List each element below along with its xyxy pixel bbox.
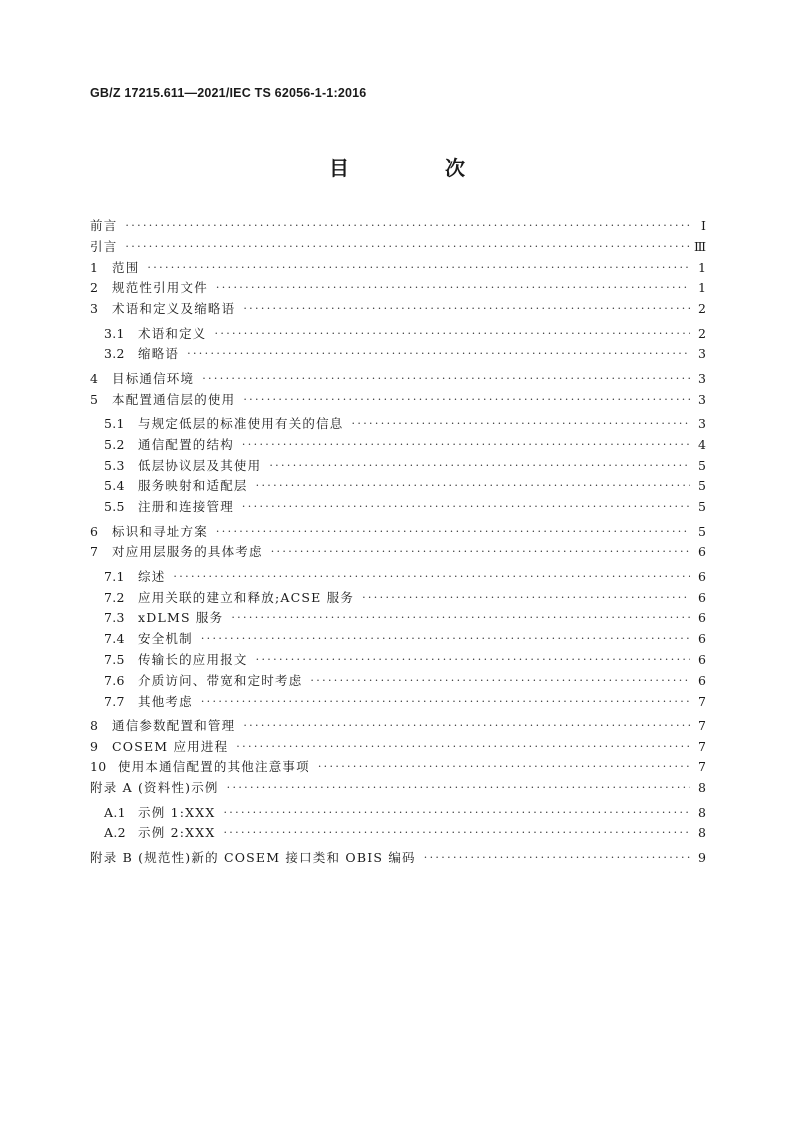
toc-entry[interactable] <box>90 823 706 844</box>
toc-entry[interactable] <box>90 344 706 365</box>
table-of-contents <box>90 216 706 869</box>
toc-entry-label: 附录 B (规范性)新的 COSEM 接口类和 OBIS 编码 <box>90 849 416 865</box>
toc-dot-leader <box>187 344 690 365</box>
toc-entry-label: 范围 <box>112 259 140 275</box>
toc-entry[interactable] <box>90 629 706 650</box>
toc-entry[interactable] <box>90 737 706 758</box>
toc-entry-page-number: 2 <box>698 325 706 341</box>
toc-entry-label: 服务映射和适配层 <box>138 478 248 494</box>
toc-entry-page-number: 5 <box>698 499 706 515</box>
page-title: 目 次 <box>329 156 503 180</box>
toc-dot-leader <box>201 692 690 713</box>
toc-entry-number: 5 <box>90 391 99 407</box>
toc-entry[interactable] <box>90 671 706 692</box>
toc-entry[interactable] <box>90 757 706 778</box>
toc-entry-label: 缩略语 <box>138 346 180 362</box>
toc-entry-page-number: 5 <box>698 523 706 539</box>
toc-entry[interactable] <box>90 803 706 824</box>
toc-entry[interactable] <box>90 324 706 345</box>
toc-entry-label: 安全机制 <box>138 631 193 647</box>
toc-entry-label: 低层协议层及其使用 <box>138 457 262 473</box>
toc-entry-page-number: 6 <box>698 568 706 584</box>
toc-entry-number: 9 <box>90 738 99 754</box>
toc-entry-page-number: 9 <box>698 849 706 865</box>
standard-code-header: GB/Z 17215.611—2021/IEC TS 62056-1-1:2016 <box>90 86 367 100</box>
toc-dot-leader <box>173 567 690 588</box>
toc-dot-leader <box>125 216 690 237</box>
toc-entry-label: xDLMS 服务 <box>138 610 224 626</box>
toc-entry-label: 附录 A (资料性)示例 <box>90 780 219 796</box>
toc-dot-leader <box>424 848 690 869</box>
toc-entry-label: 规范性引用文件 <box>112 280 208 296</box>
toc-entry-number: 5.2 <box>104 436 125 452</box>
toc-entry-label: 通信配置的结构 <box>138 436 234 452</box>
toc-entry-number: 7.5 <box>104 651 125 667</box>
toc-entry-number: 3.2 <box>104 346 125 362</box>
toc-entry-label: 示例 1:XXX <box>138 804 216 820</box>
toc-entry-page-number: 3 <box>698 391 706 407</box>
toc-entry-label: 标识和寻址方案 <box>112 523 208 539</box>
toc-entry-page-number: 4 <box>698 436 706 452</box>
toc-entry-label: 术语和定义 <box>138 325 207 341</box>
toc-entry[interactable] <box>90 608 706 629</box>
toc-dot-leader <box>318 757 690 778</box>
toc-entry[interactable] <box>90 278 706 299</box>
toc-entry-number: 7 <box>90 544 99 560</box>
toc-entry-page-number: 7 <box>698 759 706 775</box>
toc-entry-number: 7.2 <box>104 589 125 605</box>
toc-entry-number: 5.1 <box>104 415 125 431</box>
toc-entry[interactable] <box>90 414 706 435</box>
toc-entry-number: 5.4 <box>104 478 125 494</box>
toc-entry-number: 7.1 <box>104 568 125 584</box>
toc-dot-leader <box>310 671 690 692</box>
toc-entry-page-number: 7 <box>698 693 706 709</box>
toc-entry-number: 4 <box>90 370 99 386</box>
toc-entry-label: 综述 <box>138 568 166 584</box>
toc-entry-page-number: 6 <box>698 544 706 560</box>
toc-entry-number: 7.7 <box>104 693 125 709</box>
toc-dot-leader <box>271 542 690 563</box>
toc-entry[interactable] <box>90 778 706 799</box>
toc-dot-leader <box>223 803 690 824</box>
toc-entry-label: 示例 2:XXX <box>138 825 216 841</box>
toc-entry-label: 前言 <box>90 218 118 233</box>
toc-entry[interactable] <box>90 390 706 411</box>
toc-entry-number: 2 <box>90 280 99 296</box>
toc-entry-label: 其他考虑 <box>138 693 193 709</box>
toc-entry-label: 使用本通信配置的其他注意事项 <box>118 759 310 775</box>
toc-entry-number: 6 <box>90 523 99 539</box>
toc-entry-page-number: 3 <box>698 415 706 431</box>
toc-entry[interactable] <box>90 650 706 671</box>
toc-entry[interactable] <box>90 237 706 258</box>
toc-entry-page-number: 5 <box>698 478 706 494</box>
toc-entry-page-number: 1 <box>698 280 706 296</box>
toc-entry-page-number: 6 <box>698 672 706 688</box>
toc-entry[interactable] <box>90 299 706 320</box>
toc-entry-number: A.1 <box>104 804 126 820</box>
toc-entry-label: 介质访问、带宽和定时考虑 <box>138 672 303 688</box>
toc-entry[interactable] <box>90 716 706 737</box>
toc-entry-page-number: Ⅰ <box>701 218 706 233</box>
toc-entry[interactable] <box>90 848 706 869</box>
toc-entry[interactable] <box>90 435 706 456</box>
toc-dot-leader <box>236 737 690 758</box>
toc-entry-label: 注册和连接管理 <box>138 499 234 515</box>
toc-dot-leader <box>269 456 690 477</box>
toc-entry-number: 5.3 <box>104 457 125 473</box>
toc-entry-label: 术语和定义及缩略语 <box>112 301 236 317</box>
toc-dot-leader <box>362 588 690 609</box>
toc-entry-label: 与规定低层的标准使用有关的信息 <box>138 415 344 431</box>
toc-entry-page-number: 8 <box>698 825 706 841</box>
toc-entry-page-number: 6 <box>698 610 706 626</box>
toc-entry-label: 目标通信环境 <box>112 370 195 386</box>
toc-entry[interactable] <box>90 369 706 390</box>
toc-entry-page-number: 7 <box>698 738 706 754</box>
toc-entry-page-number: 3 <box>698 346 706 362</box>
toc-entry-page-number: 1 <box>698 259 706 275</box>
toc-entry[interactable] <box>90 542 706 563</box>
toc-dot-leader <box>231 608 690 629</box>
toc-dot-leader <box>256 476 690 497</box>
toc-dot-leader <box>201 629 690 650</box>
toc-entry-number: 3 <box>90 301 99 317</box>
toc-dot-leader <box>243 716 690 737</box>
toc-dot-leader <box>243 299 690 320</box>
toc-dot-leader <box>223 823 690 844</box>
toc-dot-leader <box>147 258 690 279</box>
toc-entry-label: 本配置通信层的使用 <box>112 391 236 407</box>
toc-entry[interactable] <box>90 692 706 713</box>
toc-entry-number: A.2 <box>104 825 126 841</box>
toc-dot-leader <box>243 390 690 411</box>
toc-dot-leader <box>216 278 690 299</box>
toc-entry-page-number: 6 <box>698 631 706 647</box>
toc-entry-page-number: 2 <box>698 301 706 317</box>
toc-dot-leader <box>242 497 690 518</box>
toc-dot-leader <box>227 778 690 799</box>
toc-entry-page-number: 5 <box>698 457 706 473</box>
toc-entry[interactable] <box>90 476 706 497</box>
toc-entry-number: 1 <box>90 259 99 275</box>
toc-entry-page-number: 3 <box>698 370 706 386</box>
toc-entry-number: 7.6 <box>104 672 125 688</box>
toc-entry[interactable] <box>90 456 706 477</box>
toc-entry-label: 引言 <box>90 238 118 254</box>
toc-entry[interactable] <box>90 258 706 279</box>
toc-entry-number: 7.3 <box>104 610 125 626</box>
toc-entry-page-number: 6 <box>698 589 706 605</box>
toc-entry-label: 应用关联的建立和释放;ACSE 服务 <box>138 589 355 605</box>
toc-entry-number: 3.1 <box>104 325 125 341</box>
toc-entry-number: 7.4 <box>104 631 125 647</box>
toc-entry-number: 8 <box>90 717 99 733</box>
toc-dot-leader <box>125 237 690 258</box>
toc-entry-number: 10 <box>90 759 107 775</box>
toc-entry-page-number: 8 <box>698 780 706 796</box>
toc-entry-label: COSEM 应用进程 <box>112 738 229 754</box>
toc-dot-leader <box>202 369 690 390</box>
toc-entry[interactable] <box>90 216 706 237</box>
toc-entry[interactable] <box>90 588 706 609</box>
toc-entry-page-number: Ⅲ <box>694 238 707 254</box>
toc-entry-page-number: 6 <box>698 651 706 667</box>
toc-entry-page-number: 8 <box>698 804 706 820</box>
toc-dot-leader <box>352 414 690 435</box>
toc-entry[interactable] <box>90 497 706 518</box>
toc-dot-leader <box>215 324 690 345</box>
toc-dot-leader <box>256 650 690 671</box>
toc-entry-label: 对应用层服务的具体考虑 <box>112 544 263 560</box>
toc-dot-leader <box>216 522 690 543</box>
toc-entry-label: 传输长的应用报文 <box>138 651 248 667</box>
toc-entry-page-number: 7 <box>698 717 706 733</box>
toc-entry-number: 5.5 <box>104 499 125 515</box>
toc-entry[interactable] <box>90 567 706 588</box>
toc-dot-leader <box>242 435 690 456</box>
toc-entry-label: 通信参数配置和管理 <box>112 717 236 733</box>
toc-entry[interactable] <box>90 522 706 543</box>
